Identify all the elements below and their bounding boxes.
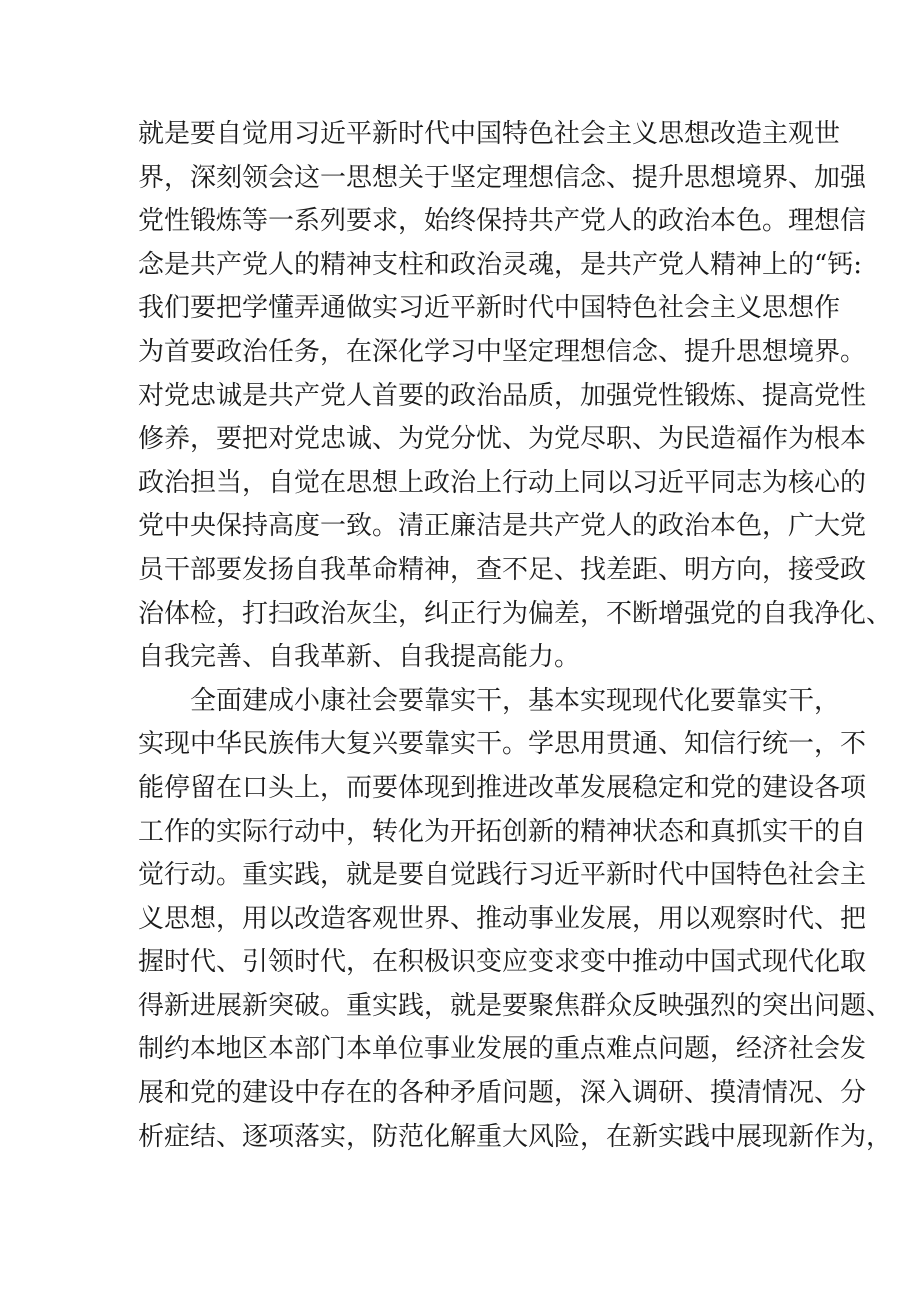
text-line: 制约本地区本部门本单位事业发展的重点难点问题，经济社会发 — [138, 1034, 867, 1065]
text-line: 政治担当，自觉在思想上政治上行动上同以习近平同志为核心的 — [138, 467, 867, 498]
text-line: 我们要把学懂弄通做实习近平新时代中国特色社会主义思想作 — [138, 293, 841, 324]
text-line: 修养，要把对党忠诚、为党分忧、为党尽职、为民造福作为根本 — [138, 424, 867, 455]
text-line: 员干部要发扬自我革命精神，查不足、找差距、明方向，接受政 — [138, 554, 867, 585]
text-line: 握时代、引领时代，在积极识变应变求变中推动中国式现代化取 — [138, 947, 867, 978]
paragraph-first-line: 全面建成小康社会要靠实干，基本实现现代化要靠实干， — [190, 685, 841, 716]
body-text — [138, 113, 893, 1159]
text-line: 展和党的建设中存在的各种矛盾问题，深入调研、摸清情况、分 — [138, 1078, 867, 1109]
text-line: 析症结、逐项落实，防范化解重大风险，在新实践中展现新作为， — [138, 1121, 893, 1152]
text-line: 义思想，用以改造客观世界、推动事业发展，用以观察时代、把 — [138, 903, 867, 934]
text-line: 能停留在口头上，而要体现到推进改革发展稳定和党的建设各项 — [138, 772, 867, 803]
text-line: 念是共产党人的精神支柱和政治灵魂，是共产党人精神上的“钙: — [138, 249, 863, 280]
text-line: 实现中华民族伟大复兴要靠实干。学思用贯通、知信行统一，不 — [138, 729, 867, 760]
text-line: 党中央保持高度一致。清正廉洁是共产党人的政治本色，广大党 — [138, 511, 867, 542]
text-line: 就是要自觉用习近平新时代中国特色社会主义思想改造主观世 — [138, 119, 841, 149]
text-line: 觉行动。重实践，就是要自觉践行习近平新时代中国特色社会主 — [138, 860, 867, 891]
text-line: 界，深刻领会这一思想关于坚定理想信念、提升思想境界、加强 — [138, 162, 867, 193]
text-line: 党性锻炼等一系列要求，始终保持共产党人的政治本色。理想信 — [138, 206, 867, 237]
text-line: 为首要政治任务，在深化学习中坚定理想信念、提升思想境界。 — [138, 336, 867, 367]
paragraph-end-line: 自我完善、自我革新、自我提高能力。 — [138, 642, 581, 673]
text-line: 对党忠诚是共产党人首要的政治品质，加强党性锻炼、提高党性 — [138, 380, 867, 411]
text-line: 治体检，打扫政治灰尘，纠正行为偏差，不断增强党的自我净化、 — [138, 598, 893, 629]
text-line: 工作的实际行动中，转化为开拓创新的精神状态和真抓实干的自 — [138, 816, 867, 847]
text-line: 得新进展新突破。重实践，就是要聚焦群众反映强烈的突出问题、 — [138, 990, 893, 1021]
